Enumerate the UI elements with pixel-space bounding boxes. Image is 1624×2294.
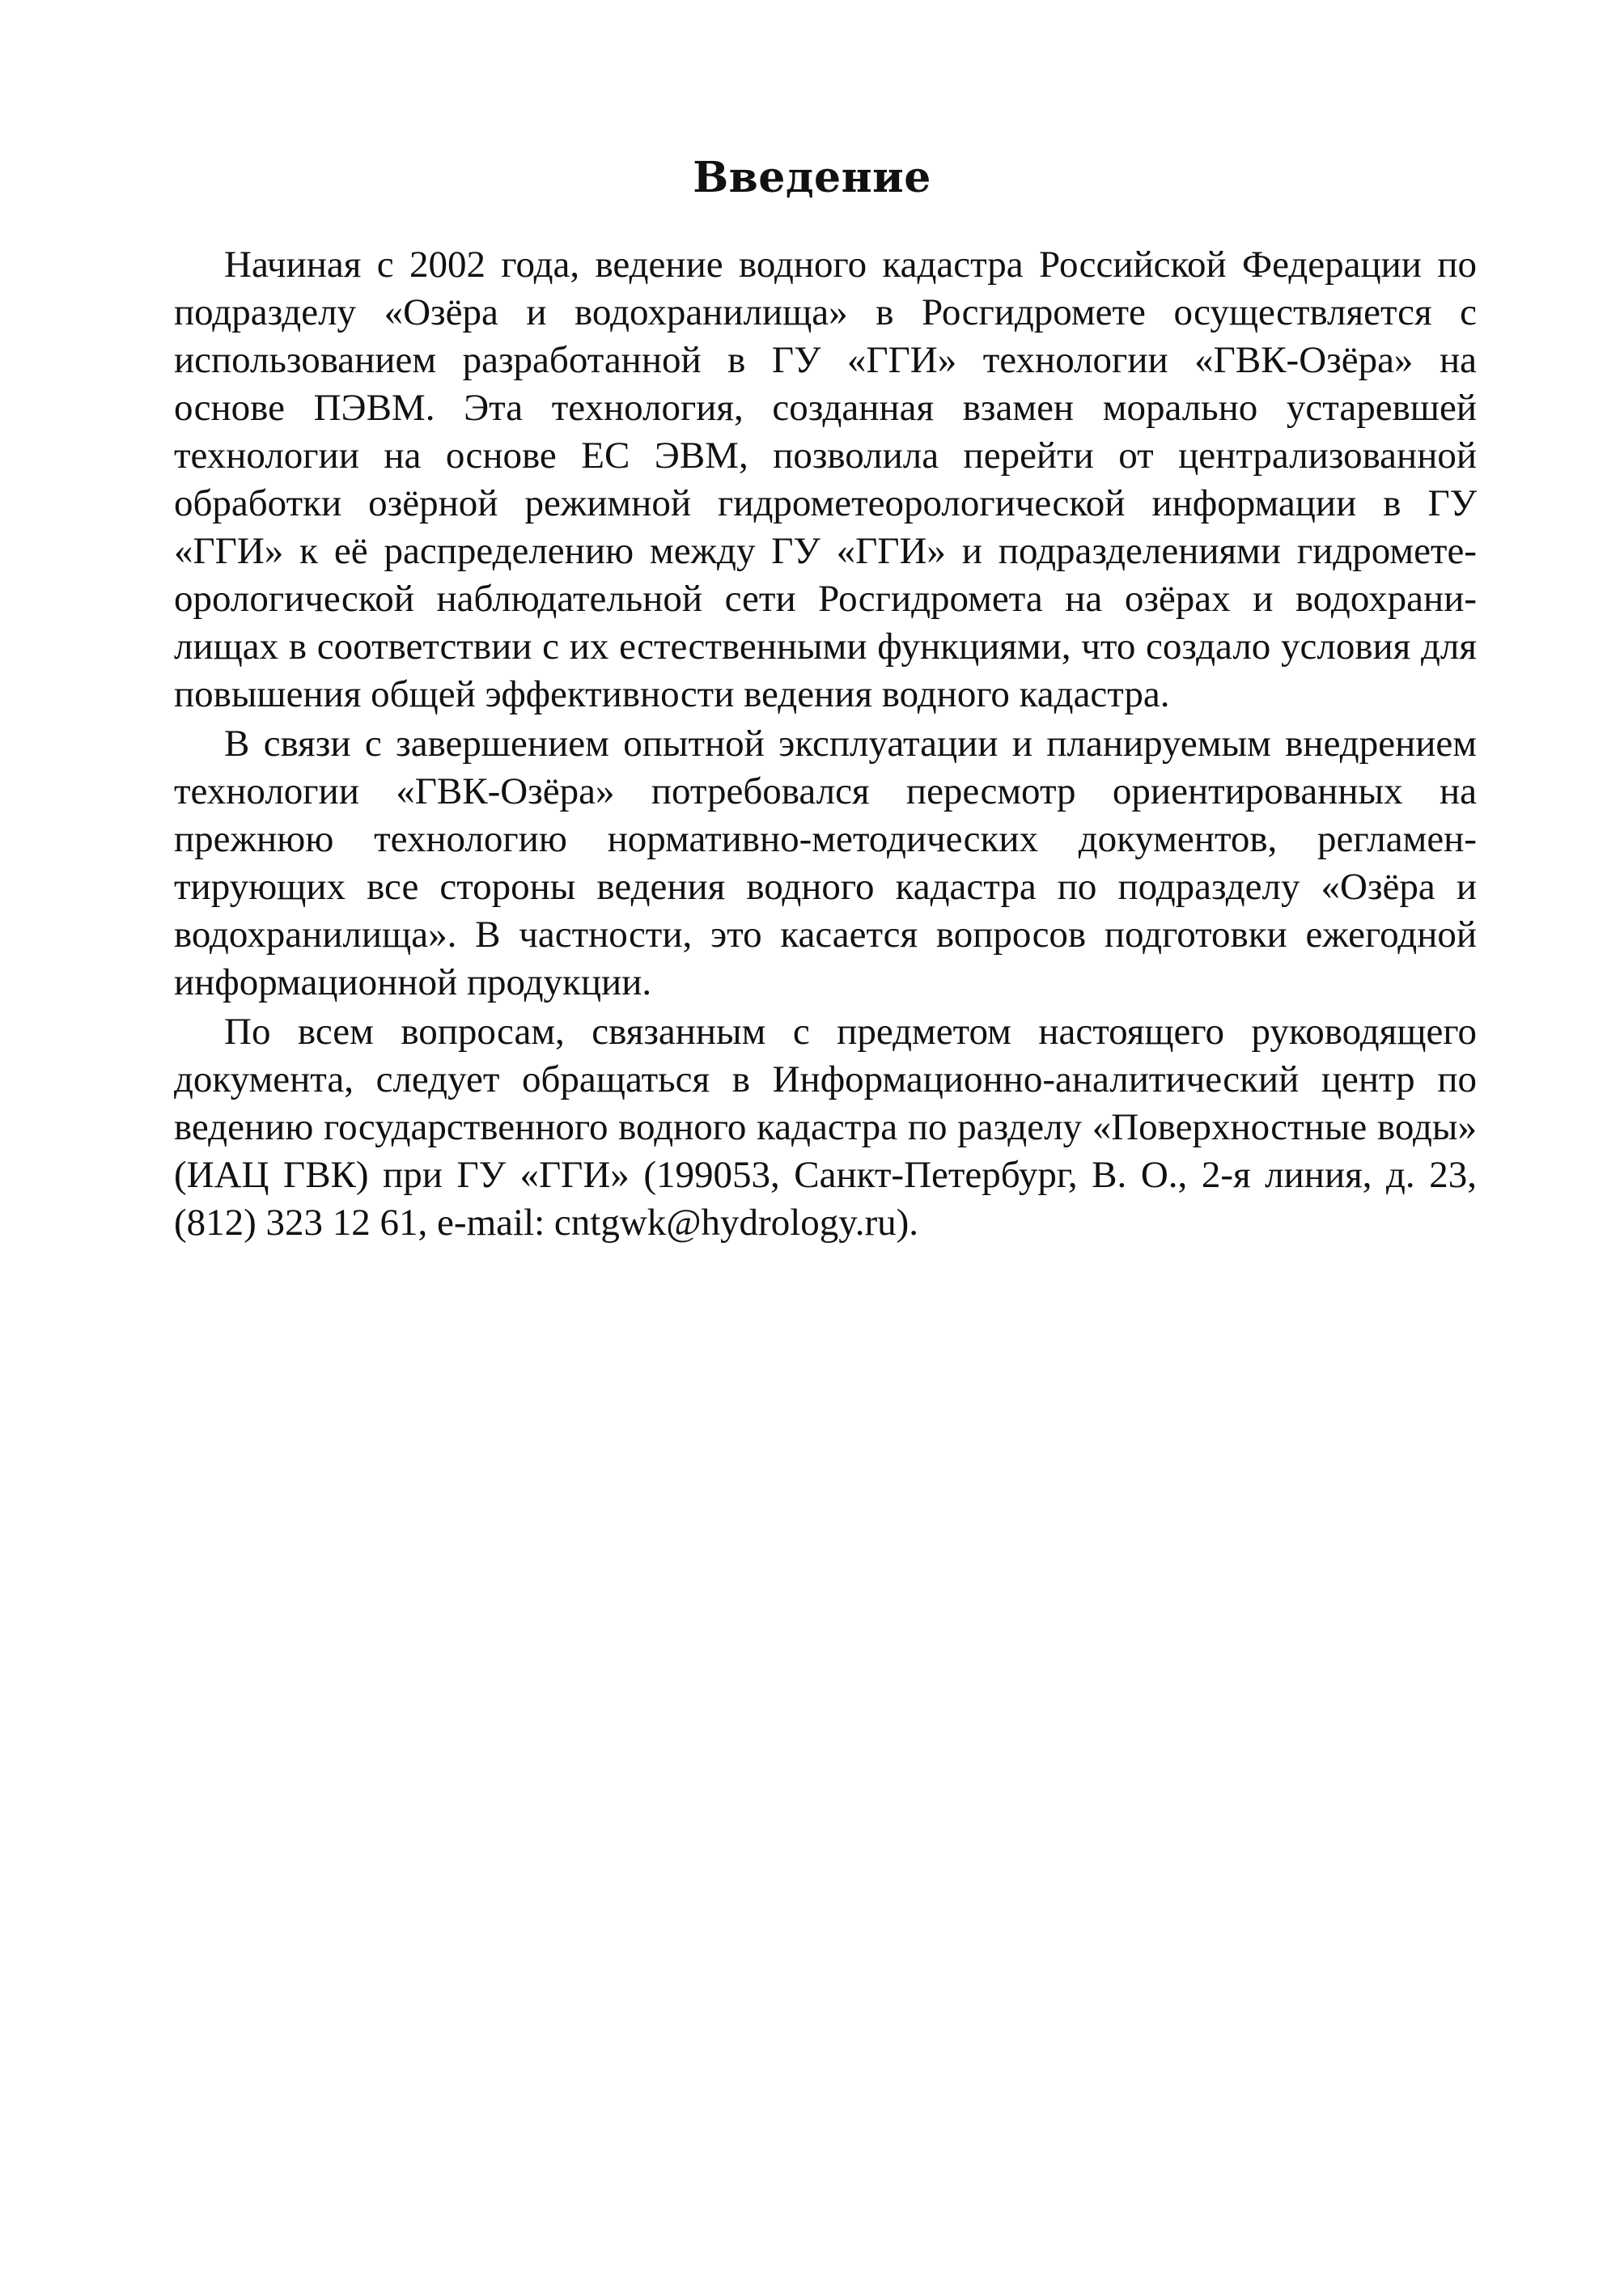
paragraph-intro: Начиная с 2002 года, ведение водного кадастра Российской Федерации по подразделу «Озёра и водохранилища» в Росгидромете осуществляется с использованием разработанной в ГУ «ГГИ» технологии «ГВК-Озёра» на основе ПЭВМ. Эта технология, созданная взамен морально устаревшей технологии на основе ЕС ЭВМ, позволила перейти от централизованной обработки озёрной режимной гидрометеорологической информации в ГУ «ГГИ» к её распределению между ГУ «ГГИ» и подразделениями гидрометеорологической наблюдательной сети Росгидромета на озёрах и водохранилищах в соответствии с их естественными функциями, что создало условия для повышения общей эффективности ведения водного кадастра. [174,244,1477,715]
paragraph-revision: В связи с завершением опытной эксплуатации и планируемым внедрением технологии «ГВК-Озёра» потребовался пересмотр ориентированных на прежнюю технологию нормативно-методических документов, регламентирующих все стороны ведения водного кадастра по подразделу «Озёра и водохранилища». В частности, это касается вопросов подготовки ежегодной информационной продукции. [174,723,1477,1003]
body-text [174,241,1477,1249]
paragraph-contact: По всем вопросам, связанным с предметом настоящего руководящего документа, следует обращаться в Информационно-аналитический центр по ведению государственного водного кадастра по разделу «Поверхностные воды» (ИАЦ ГВК) при ГУ «ГГИ» (199053, Санкт-Петербург, В. О., 2-я линия, д. 23, (812) 323 12 61, e-mail: cntgwk@hydrology.ru). [174,1011,1477,1244]
page-title: Введение [693,153,931,202]
